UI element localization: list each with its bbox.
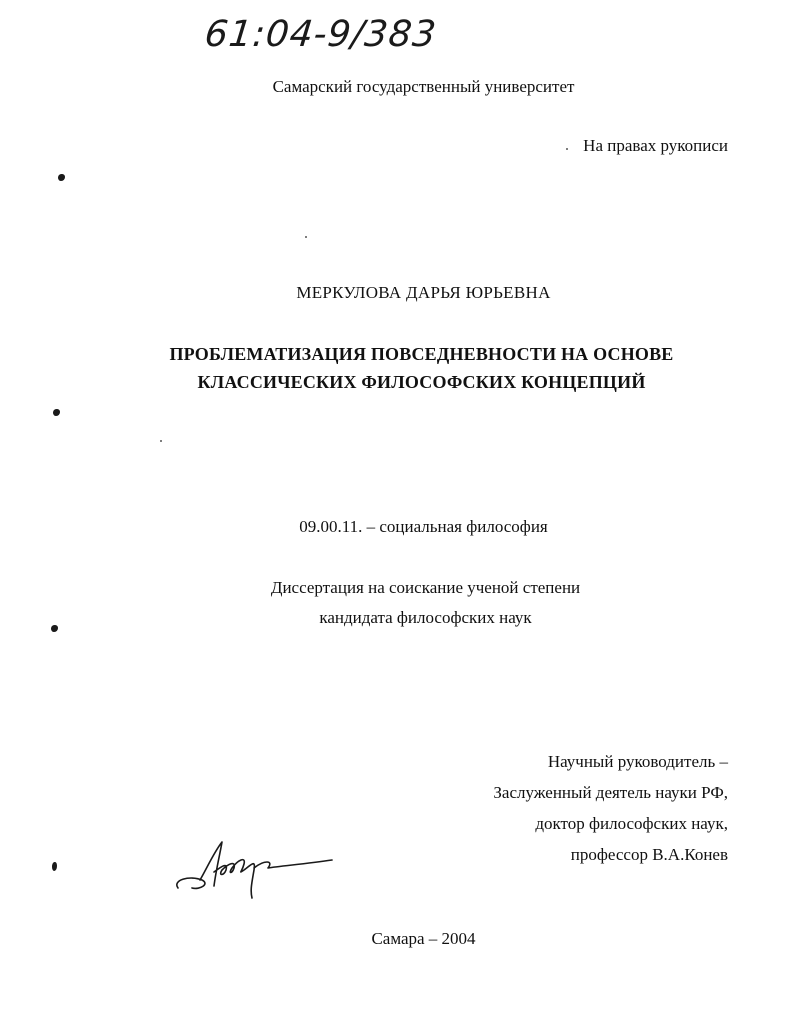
supervisor-block bbox=[493, 746, 728, 870]
supervisor-line-1: Научный руководитель – bbox=[547, 752, 728, 771]
shelfmark-handwritten: 61:04-9/383 bbox=[202, 14, 439, 55]
author-name: МЕРКУЛОВА ДАРЬЯ ЮРЬЕВНА bbox=[296, 283, 551, 302]
scan-speck-3 bbox=[160, 440, 162, 442]
scan-mark-4 bbox=[52, 862, 57, 871]
supervisor-line-3: доктор философских наук, bbox=[535, 814, 728, 833]
supervisor-line-4: профессор В.А.Конев bbox=[570, 845, 728, 864]
scan-mark-2 bbox=[53, 409, 60, 416]
scan-mark-1 bbox=[58, 174, 65, 181]
signature bbox=[170, 830, 340, 900]
supervisor-line-2: Заслуженный деятель науки РФ, bbox=[493, 783, 728, 802]
university-name: Самарский государственный университет bbox=[272, 77, 575, 96]
specialty: 09.00.11. – социальная философия bbox=[299, 517, 548, 536]
title-line-2: КЛАССИЧЕСКИХ ФИЛОСОФСКИХ КОНЦЕПЦИЙ bbox=[197, 372, 646, 392]
title-line-1: ПРОБЛЕМАТИЗАЦИЯ ПОВСЕДНЕВНОСТИ НА ОСНОВЕ bbox=[169, 344, 674, 364]
dissertation-title bbox=[26, 340, 791, 396]
scan-speck-1 bbox=[305, 236, 307, 238]
degree-statement bbox=[30, 573, 791, 633]
manuscript-note: На правах рукописи bbox=[583, 136, 728, 155]
city-year: Самара – 2004 bbox=[371, 929, 476, 948]
scan-speck-2 bbox=[566, 148, 568, 150]
degree-line-2: кандидата философских наук bbox=[319, 608, 532, 627]
degree-line-1: Диссертация на соискание ученой степени bbox=[270, 578, 581, 597]
